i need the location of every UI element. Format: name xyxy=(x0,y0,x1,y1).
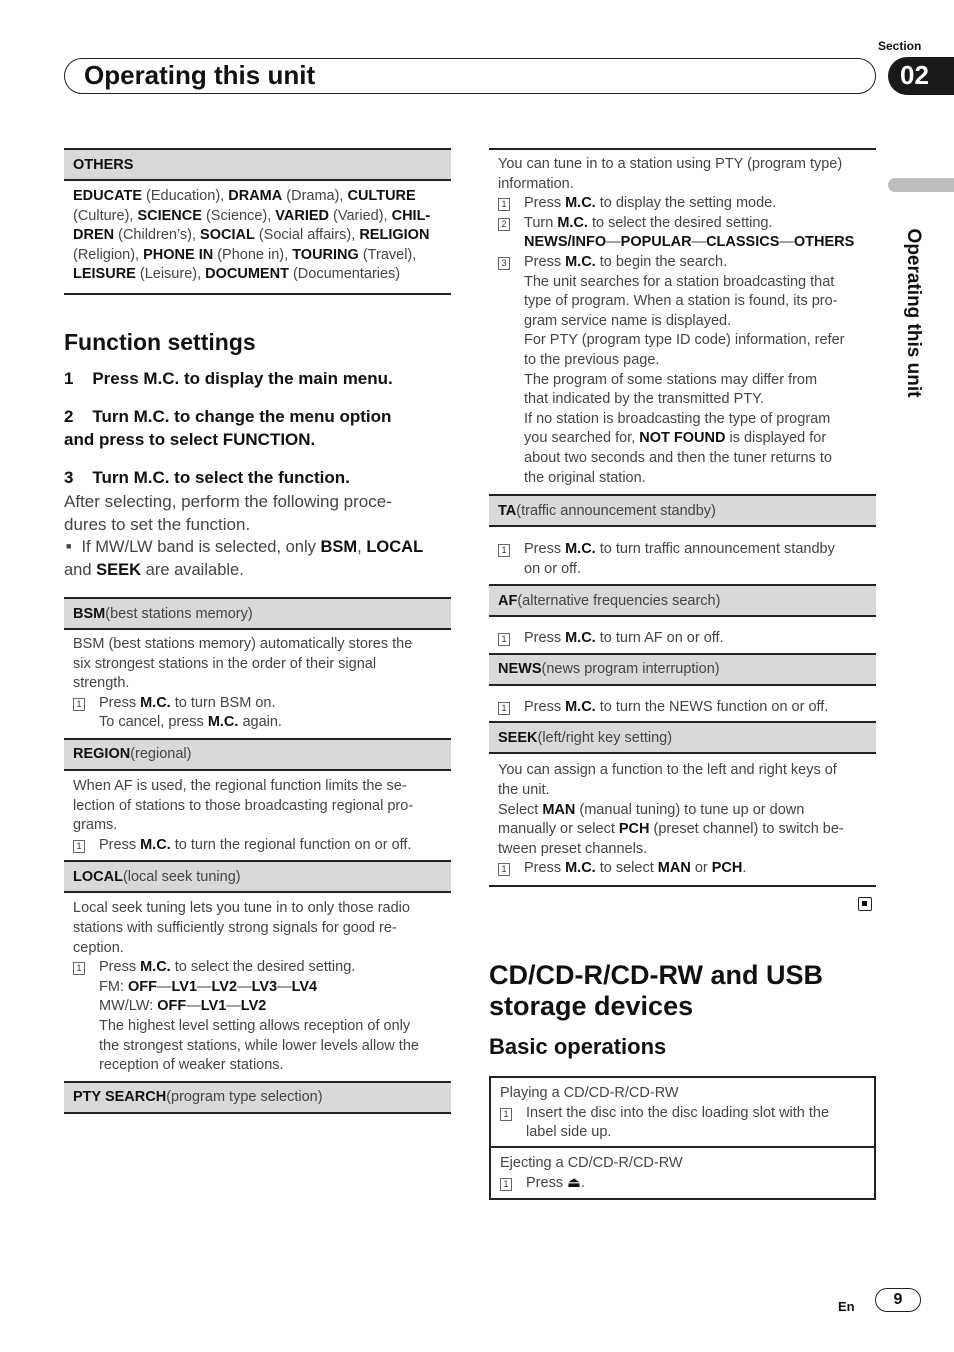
step-3-detail: After selecting, perform the following proce- xyxy=(64,492,392,511)
bsm-description: strength. xyxy=(73,675,130,692)
local-note: the strongest stations, while lower levels allow the xyxy=(99,1037,419,1054)
step-number-icon: 1 xyxy=(498,198,510,211)
pty-note: you searched for, NOT FOUND is displayed for xyxy=(524,430,827,447)
step-number-icon: 3 xyxy=(498,257,510,270)
ta-step xyxy=(498,540,867,560)
end-of-section-icon xyxy=(858,897,872,911)
local-step-text: Press M.C. to select the desired setting. xyxy=(99,959,356,976)
seek-description: the unit. xyxy=(498,782,550,799)
ejecting-cd-title: Ejecting a CD/CD-R/CD-RW xyxy=(500,1155,683,1171)
local-note: The highest level setting allows reception of only xyxy=(99,1017,411,1034)
news-step-text: Press M.C. to turn the NEWS function on or off. xyxy=(524,698,829,715)
region-body xyxy=(64,771,451,860)
ejecting-cd-step-text: Press xyxy=(526,1174,564,1191)
others-bottom-rule xyxy=(64,293,451,295)
seek-step xyxy=(498,859,867,879)
language-label: En xyxy=(838,1299,855,1314)
pty-note: type of program. When a station is found, its pro- xyxy=(524,293,838,310)
pty-search-bar: PTY SEARCH (program type selection) xyxy=(64,1081,451,1114)
seek-body xyxy=(489,754,876,885)
news-step xyxy=(498,698,867,718)
local-description: stations with sufficiently strong signals for good re- xyxy=(73,919,397,936)
left-column xyxy=(64,148,451,295)
side-tab-marker xyxy=(888,178,954,192)
seek-bottom-rule xyxy=(489,885,876,887)
pty-note: If no station is broadcasting the type of program xyxy=(524,410,831,427)
ejecting-cd-step-end: . xyxy=(580,1174,585,1191)
step-2-instruction: 2 Turn M.C. to change the menu option xyxy=(64,407,392,426)
band-note-cont: and SEEK are available. xyxy=(64,561,244,579)
local-note: reception of weaker stations. xyxy=(99,1057,284,1074)
step-number-icon: 1 xyxy=(500,1178,512,1191)
pty-step-3-text: Press M.C. to begin the search. xyxy=(524,253,728,270)
function-table xyxy=(64,597,451,1114)
function-settings-heading: Function settings xyxy=(64,329,256,355)
local-description: ception. xyxy=(73,939,124,956)
step-number-icon: 2 xyxy=(498,218,510,231)
af-step-text: Press M.C. to turn AF on or off. xyxy=(524,630,724,647)
side-tab-label: Operating this unit xyxy=(903,228,924,398)
cd-usb-heading-line2: storage devices xyxy=(489,991,694,1021)
pty-note: about two seconds and then the tuner returns to xyxy=(524,449,832,466)
region-step-text: Press M.C. to turn the regional function on or off. xyxy=(99,836,412,853)
others-line: EDUCATE (Education), DRAMA (Drama), CULTURE xyxy=(73,188,416,204)
playing-cd-box xyxy=(489,1076,876,1148)
step-1-instruction: 1 Press M.C. to display the main menu. xyxy=(64,369,393,388)
af-step xyxy=(498,629,867,649)
bsm-body xyxy=(64,630,451,738)
local-step xyxy=(73,958,442,978)
step-number-icon: 1 xyxy=(498,863,510,876)
step-number-icon: 1 xyxy=(73,840,85,853)
local-description: Local seek tuning lets you tune in to only those radio xyxy=(73,900,410,917)
news-body xyxy=(489,686,876,722)
seek-description: Select MAN (manual tuning) to tune up or down xyxy=(498,801,805,818)
pty-description: information. xyxy=(498,175,574,192)
pty-step-1-text: Press M.C. to display the setting mode. xyxy=(524,195,777,212)
region-bar: REGION (regional) xyxy=(64,738,451,771)
cd-usb-heading-line1: CD/CD-R/CD-RW and USB xyxy=(489,960,823,990)
region-description: When AF is used, the regional function limits the se- xyxy=(73,777,407,794)
local-mw-levels: MW/LW: OFF—LV1—LV2 xyxy=(99,998,267,1015)
ta-bar: TA (traffic announcement standby) xyxy=(489,494,876,527)
step-3-instruction: 3 Turn M.C. to select the function. xyxy=(64,468,350,487)
step-number-icon: 1 xyxy=(498,702,510,715)
pty-description: You can tune in to a station using PTY (program type) xyxy=(498,156,843,172)
pty-body xyxy=(489,150,876,494)
page-number: 9 xyxy=(893,1291,903,1308)
seek-bar: SEEK (left/right key setting) xyxy=(489,721,876,754)
news-bar: NEWS (news program interruption) xyxy=(489,653,876,686)
step-3-detail-cont: dures to set the function. xyxy=(64,515,251,534)
local-fm-levels: FM: OFF—LV1—LV2—LV3—LV4 xyxy=(99,978,318,995)
step-number-icon: 1 xyxy=(498,633,510,646)
pty-note: gram service name is displayed. xyxy=(524,312,732,329)
basic-operations-heading: Basic operations xyxy=(489,1034,667,1059)
others-body xyxy=(64,181,451,289)
others-bar xyxy=(64,148,451,181)
bsm-description: six strongest stations in the order of their signal xyxy=(73,655,377,672)
page-number-badge xyxy=(875,1288,921,1312)
others-line: (Culture), SCIENCE (Science), VARIED (Varied), CHIL- xyxy=(73,207,431,224)
band-note-text: If MW/LW band is selected, only BSM, LOCAL xyxy=(81,538,424,556)
right-column xyxy=(489,148,876,887)
pty-note: The program of some stations may differ from xyxy=(524,371,818,388)
bsm-step xyxy=(73,694,442,714)
pty-step-2-text: Turn M.C. to select the desired setting. xyxy=(524,214,773,231)
section-number-badge xyxy=(888,57,954,95)
step-number-icon: 1 xyxy=(500,1108,512,1121)
step-number-icon: 1 xyxy=(73,698,85,711)
step-number-icon: 1 xyxy=(73,962,85,975)
others-line: (Religion), PHONE IN (Phone in), TOURING (Travel), xyxy=(73,246,417,263)
playing-cd-step-text: Insert the disc into the disc loading slot with the xyxy=(526,1104,830,1121)
region-step xyxy=(73,836,442,856)
region-description: lection of stations to those broadcasting regional pro- xyxy=(73,797,414,814)
bsm-description: BSM (best stations memory) automatically stores the xyxy=(73,636,413,652)
pty-note: For PTY (program type ID code) information, refer xyxy=(524,332,845,349)
bullet-icon: ■ xyxy=(66,541,72,551)
playing-cd-title: Playing a CD/CD-R/CD-RW xyxy=(500,1085,679,1101)
pty-note: the original station. xyxy=(524,469,646,486)
af-bar: AF (alternative frequencies search) xyxy=(489,584,876,617)
others-line: DREN (Children’s), SOCIAL (Social affairs), RELIGION xyxy=(73,227,430,244)
playing-cd-step-cont: label side up. xyxy=(526,1124,612,1141)
cd-usb-heading xyxy=(489,960,823,1022)
eject-icon: ⏏ xyxy=(567,1174,581,1191)
local-body xyxy=(64,893,451,1080)
pty-options: NEWS/INFO—POPULAR—CLASSICS—OTHERS xyxy=(524,234,855,251)
section-label: Section xyxy=(878,39,922,53)
seek-description: manually or select PCH (preset channel) to switch be- xyxy=(498,821,844,838)
others-line: LEISURE (Leisure), DOCUMENT (Documentaries) xyxy=(73,266,401,283)
ejecting-cd-step xyxy=(500,1174,865,1194)
pty-step-3 xyxy=(498,253,867,273)
pty-note: to the previous page. xyxy=(524,351,660,368)
bsm-bar: BSM (best stations memory) xyxy=(64,597,451,630)
ta-step-cont: on or off. xyxy=(524,560,581,577)
pty-note: The unit searches for a station broadcasting that xyxy=(524,273,835,290)
bsm-step-text: Press M.C. to turn BSM on. xyxy=(99,694,276,711)
pty-step-1 xyxy=(498,194,867,214)
region-description: grams. xyxy=(73,817,118,834)
step-2-instruction-cont: and press to select FUNCTION. xyxy=(64,430,316,449)
ejecting-cd-box xyxy=(489,1146,876,1200)
bsm-step-cancel: To cancel, press M.C. again. xyxy=(99,714,282,731)
pty-step-2 xyxy=(498,214,867,234)
others-title: OTHERS xyxy=(73,156,134,173)
section-number: 02 xyxy=(900,60,929,90)
seek-description: You can assign a function to the left and right keys of xyxy=(498,762,837,779)
playing-cd-step xyxy=(500,1104,865,1124)
band-note xyxy=(64,538,423,557)
pty-note: that indicated by the transmitted PTY. xyxy=(524,391,764,408)
seek-description: tween preset channels. xyxy=(498,840,648,857)
step-number-icon: 1 xyxy=(498,544,510,557)
end-mark-center xyxy=(862,901,867,906)
local-bar: LOCAL (local seek tuning) xyxy=(64,860,451,893)
ta-step-text: Press M.C. to turn traffic announcement standby xyxy=(524,541,835,558)
page-title: Operating this unit xyxy=(84,60,316,90)
seek-step-text: Press M.C. to select MAN or PCH. xyxy=(524,860,747,877)
ta-body xyxy=(489,527,876,584)
af-body xyxy=(489,617,876,653)
